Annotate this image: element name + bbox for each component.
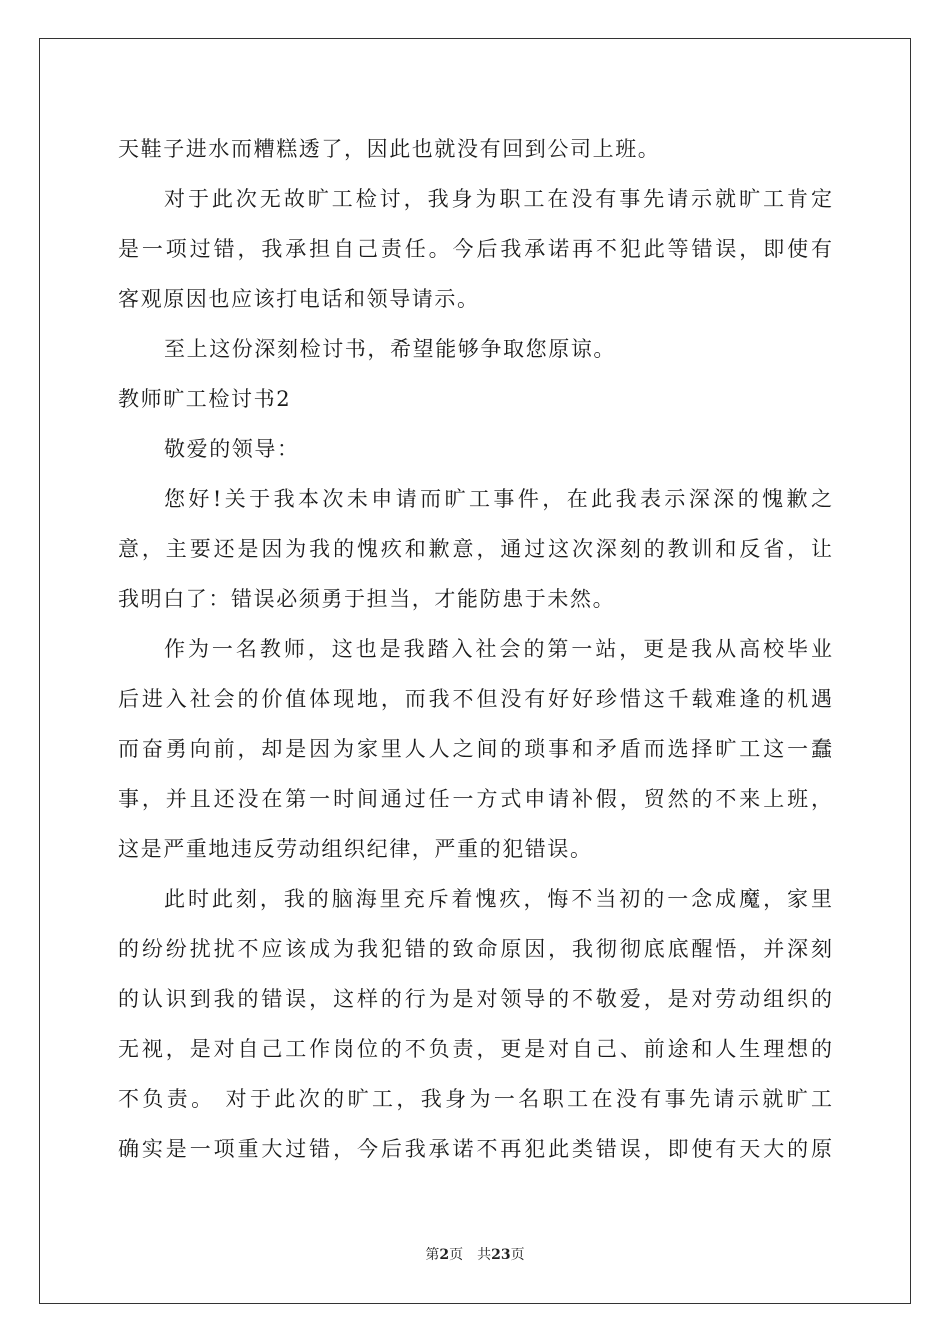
page-prefix: 第	[425, 1247, 440, 1263]
text-line: 至上这份深刻检讨书，希望能够争取您原谅。	[164, 337, 616, 361]
text-line: 我明白了：错误必须勇于担当，才能防患于未然。	[118, 587, 616, 611]
text-line: 确实是一项重大过错，今后我承诺不再犯此类错误，即使有天大的原	[118, 1137, 832, 1161]
total-pages: 23	[491, 1247, 511, 1263]
text-line: 后进入社会的价值体现地，而我不但没有好好珍惜这千载难逢的机遇	[118, 687, 832, 711]
text-line: 此时此刻，我的脑海里充斥着愧疚，悔不当初的一念成魔，家里	[164, 887, 832, 911]
page-footer	[0, 1244, 950, 1264]
text-line: 是一项过错，我承担自己责任。今后我承诺再不犯此等错误，即使有	[118, 237, 832, 261]
text-line: 您好!关于我本次未申请而旷工事件，在此我表示深深的愧歉之	[164, 487, 832, 511]
text-line: 事，并且还没在第一时间通过任一方式申请补假，贸然的不来上班，	[118, 787, 832, 811]
page-number: 2	[439, 1247, 450, 1263]
page-suffix: 页	[449, 1247, 464, 1263]
text-line: 客观原因也应该打电话和领导请示。	[118, 287, 480, 311]
text-line: 敬爱的领导：	[164, 437, 300, 461]
text-line: 的纷纷扰扰不应该成为我犯错的致命原因，我彻彻底底醒悟，并深刻	[118, 937, 832, 961]
document-body	[118, 124, 832, 1174]
total-suffix: 页	[510, 1247, 525, 1263]
text-line: 作为一名教师，这也是我踏入社会的第一站，更是我从高校毕业	[164, 637, 832, 661]
text-line: 教师旷工检讨书2	[118, 387, 292, 411]
total-prefix: 共	[477, 1247, 492, 1263]
text-line: 而奋勇向前，却是因为家里人人之间的琐事和矛盾而选择旷工这一蠢	[118, 737, 832, 761]
text-line: 的认识到我的错误，这样的行为是对领导的不敬爱，是对劳动组织的	[118, 987, 832, 1011]
text-line: 无视，是对自己工作岗位的不负责，更是对自己、前途和人生理想的	[118, 1037, 832, 1061]
text-line: 对于此次无故旷工检讨，我身为职工在没有事先请示就旷工肯定	[164, 187, 832, 211]
text-line: 意，主要还是因为我的愧疚和歉意，通过这次深刻的教训和反省，让	[118, 537, 832, 561]
text-line: 不负责。 对于此次的旷工，我身为一名职工在没有事先请示就旷工	[118, 1087, 832, 1111]
text-line: 天鞋子进水而糟糕透了，因此也就没有回到公司上班。	[118, 137, 661, 161]
text-line: 这是严重地违反劳动组织纪律，严重的犯错误。	[118, 837, 593, 861]
